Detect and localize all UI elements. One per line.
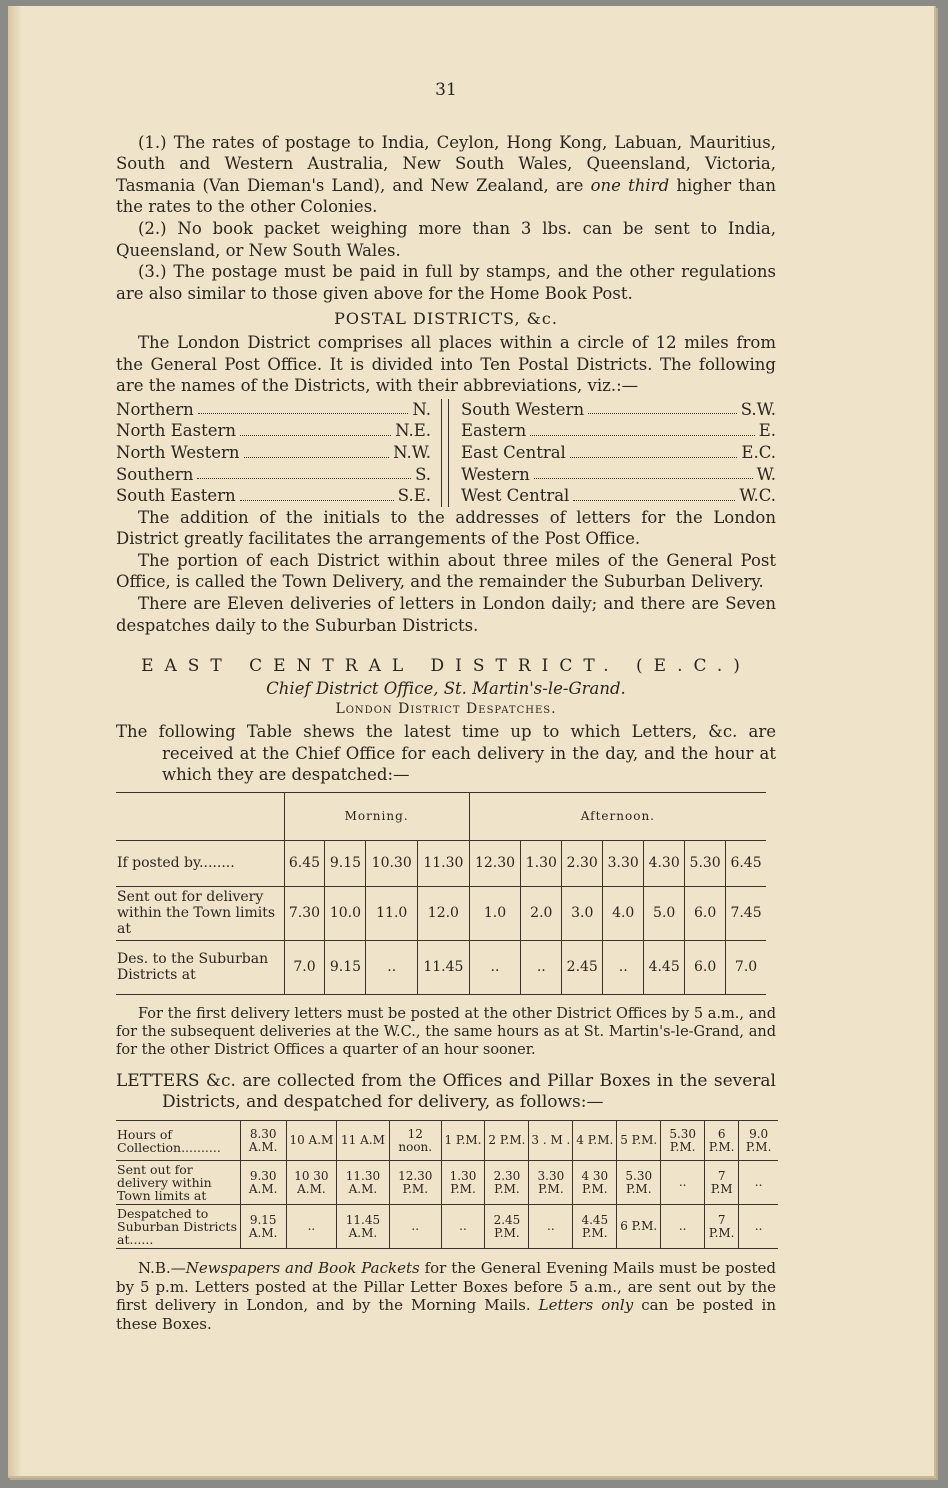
table-cell: 7.0 <box>726 940 766 994</box>
row-label: If posted by........ <box>116 840 284 886</box>
table-cell: 4.45 <box>644 940 685 994</box>
table-cell: 7.45 <box>726 886 766 940</box>
table-cell: 9.15 <box>325 840 366 886</box>
table-cell: 5 P.M. <box>617 1121 661 1161</box>
table-cell: 2 P.M. <box>485 1121 529 1161</box>
table-cell: 5.30 <box>685 840 726 886</box>
table-cell: 2.30 <box>562 840 603 886</box>
table-cell: 2.45 P.M. <box>485 1205 529 1249</box>
districts-separator <box>441 399 449 507</box>
leader-dots <box>534 464 753 480</box>
table-cell: 11.45 <box>418 940 470 994</box>
table-row <box>116 1205 778 1249</box>
table-row <box>116 1121 778 1161</box>
table-cell: 8.30 A.M. <box>240 1121 286 1161</box>
district-name: North Western <box>116 442 240 462</box>
districts-left-column <box>116 399 431 507</box>
table-cell: 1.30 <box>521 840 562 886</box>
row-label: Despatched to Suburban Districts at...... <box>116 1205 240 1249</box>
leader-dots <box>573 485 735 501</box>
ec-heading: EAST CENTRAL DISTRICT. (E.C.) <box>141 656 751 677</box>
leader-dots <box>570 442 738 458</box>
leader-dots <box>244 442 390 458</box>
row-label: Hours of Collection.......... <box>116 1121 240 1161</box>
table-cell: 11.0 <box>366 886 418 940</box>
ec-subheading-2: London District Despatches. <box>335 701 557 718</box>
district-entry <box>116 442 431 464</box>
row-label: Sent out for delivery within the Town limits at <box>116 886 284 940</box>
table-cell: 3.30 P.M. <box>529 1161 573 1205</box>
table-cell: 9.15 A.M. <box>240 1205 286 1249</box>
postal-p3: The portion of each District within about three miles of the General Post Office, is called the Town Delivery, and the remainder the Suburban Delivery. <box>116 550 776 592</box>
paragraph-rates: (1.) The rates of postage to India, Ceylon, Hong Kong, Labuan, Mauritius, South and Western Australia, New South Wales, Queensland, Victoria, Tasmania (Van Dieman's Land), and New Zealand, are one third higher than the rates to the other Colonies. <box>116 132 777 217</box>
table-cell: 3.30 <box>603 840 644 886</box>
table-cell: .. <box>389 1205 441 1249</box>
table-cell: 3.0 <box>562 886 603 940</box>
table-cell: 7 P.M. <box>705 1205 739 1249</box>
letters-intro: LETTERS &c. are collected from the Offices and Pillar Boxes in the several Districts, and despatched for delivery, as follows:— <box>116 1070 776 1113</box>
table-cell: 4.0 <box>603 886 644 940</box>
table-cell: 10 30 A.M. <box>286 1161 336 1205</box>
table-cell: .. <box>661 1161 705 1205</box>
table-cell: 6 P.M. <box>617 1205 661 1249</box>
table-cell: 6.0 <box>685 940 726 994</box>
district-name: East Central <box>460 442 566 462</box>
table-cell: 12.30 P.M. <box>389 1161 441 1205</box>
postal-intro: The London District comprises all places within a circle of 12 miles from the General Post Office. It is divided into Ten Postal Districts. The following are the names of the Districts, with their abbreviations, viz.:— <box>116 332 776 396</box>
table-cell: 3 . M . <box>529 1121 573 1161</box>
leader-dots <box>198 399 409 415</box>
page-content <box>116 80 776 1333</box>
district-name: Northern <box>116 399 194 419</box>
leader-dots <box>197 464 411 480</box>
districts-list <box>116 399 776 507</box>
collection-table <box>116 1120 778 1249</box>
book-page <box>8 6 936 1478</box>
district-name: Eastern <box>460 421 527 441</box>
table-cell: .. <box>661 1205 705 1249</box>
nb-note: N.B.—Newspapers and Book Packets for the General Evening Mails must be posted by 5 p.m. Letters posted at the Pillar Letter Boxes before 5 a.m., are sent out by the first delivery in London, and by the Morning Mails. Letters only can be posted in these Boxes. <box>116 1259 777 1333</box>
table-cell: 11.30 A.M. <box>336 1161 389 1205</box>
table-cell: 4.45 P.M. <box>573 1205 617 1249</box>
table-cell: 6.45 <box>284 840 325 886</box>
district-name: Western <box>460 464 530 484</box>
district-abbreviation: S.W. <box>740 399 776 419</box>
table-cell: 7.30 <box>284 886 325 940</box>
table-cell: .. <box>739 1205 778 1249</box>
row-label: Sent out for delivery within Town limits at <box>116 1161 240 1205</box>
table-cell: 7 P.M <box>705 1161 739 1205</box>
row-label: Des. to the Suburban Districts at <box>116 940 284 994</box>
district-name: North Eastern <box>116 421 237 441</box>
district-abbreviation: E.C. <box>741 442 776 462</box>
postal-p4: There are Eleven deliveries of letters in London daily; and there are Seven despatches daily to the Suburban Districts. <box>116 594 776 635</box>
district-name: West Central <box>460 486 570 506</box>
table-cell: 6.0 <box>685 886 726 940</box>
table-cell: 9.0 P.M. <box>739 1121 778 1161</box>
table-cell: .. <box>441 1205 485 1249</box>
table-row <box>116 886 766 940</box>
table-cell: .. <box>366 940 418 994</box>
table-row <box>116 1161 778 1205</box>
table-cell: 12.0 <box>418 886 470 940</box>
district-abbreviation: N.E. <box>395 421 432 441</box>
district-abbreviation: N. <box>412 399 432 419</box>
table-cell: 11 A.M <box>336 1121 389 1161</box>
table-cell: 1.30 P.M. <box>441 1161 485 1205</box>
district-entry <box>116 464 431 486</box>
district-abbreviation: S. <box>415 464 432 484</box>
table-cell: .. <box>529 1205 573 1249</box>
district-name: Southern <box>116 464 194 484</box>
morning-header: Morning. <box>284 792 469 840</box>
table-cell: 5.0 <box>644 886 685 940</box>
table-cell: 5.30 P.M. <box>617 1161 661 1205</box>
table-cell: 12 noon. <box>389 1121 441 1161</box>
district-entry <box>461 442 776 464</box>
district-entry <box>461 464 776 486</box>
district-entry <box>461 399 776 421</box>
district-name: South Eastern <box>116 486 236 506</box>
district-entry <box>116 399 431 421</box>
table-cell: 4.30 <box>644 840 685 886</box>
table-row <box>116 940 766 994</box>
district-entry <box>116 485 431 507</box>
table-cell: .. <box>469 940 521 994</box>
table-cell: 1 P.M. <box>441 1121 485 1161</box>
table-cell: 9.30 A.M. <box>240 1161 286 1205</box>
table-cell: 11.30 <box>418 840 470 886</box>
district-abbreviation: E. <box>758 421 776 441</box>
district-entry <box>461 420 776 442</box>
table-cell: 5.30 P.M. <box>661 1121 705 1161</box>
leader-dots <box>240 420 391 436</box>
table-cell: 2.0 <box>521 886 562 940</box>
leader-dots <box>588 399 737 415</box>
page-number: 31 <box>435 80 457 100</box>
table-cell: .. <box>739 1161 778 1205</box>
ec-intro: The following Table shews the latest time up to which Letters, &c. are received at the Chief Office for each delivery in the day, and the hour at which they are despatched:— <box>116 722 776 785</box>
district-abbreviation: N.W. <box>393 442 432 462</box>
table-cell: 2.45 <box>562 940 603 994</box>
table-cell: 2.30 P.M. <box>485 1161 529 1205</box>
leader-dots <box>240 485 394 501</box>
table-cell: 7.0 <box>284 940 325 994</box>
table-cell: 6 P.M. <box>705 1121 739 1161</box>
table-cell: 10 A.M <box>286 1121 336 1161</box>
district-entry <box>116 420 431 442</box>
page-binding-shadow <box>8 6 22 1476</box>
table-cell: 12.30 <box>469 840 521 886</box>
district-name: South Western <box>460 399 585 419</box>
table-cell: 10.0 <box>325 886 366 940</box>
table-note: For the first delivery letters must be posted at the other District Offices by 5 a.m., and for the subsequent deliveries at the W.C., the same hours as at St. Martin's-le-Grand, and for the other District Offices a quarter of an hour sooner. <box>116 1005 776 1058</box>
table-cell: 1.0 <box>469 886 521 940</box>
district-abbreviation: S.E. <box>397 486 432 506</box>
postal-districts-heading: POSTAL DISTRICTS, &c. <box>334 309 558 329</box>
table-cell: .. <box>603 940 644 994</box>
table-cell: 4 30 P.M. <box>573 1161 617 1205</box>
table-cell: 10.30 <box>366 840 418 886</box>
table-cell: 6.45 <box>726 840 766 886</box>
district-abbreviation: W. <box>756 464 776 484</box>
table-cell: .. <box>286 1205 336 1249</box>
table-cell: .. <box>521 940 562 994</box>
ec-subheading: Chief District Office, St. Martin's-le-Grand. <box>266 678 626 698</box>
paragraph-book-packet: (2.) No book packet weighing more than 3 lbs. can be sent to India, Queensland, or New South Wales. <box>116 218 776 260</box>
afternoon-header: Afternoon. <box>469 792 766 840</box>
table-cell: 11.45 A.M. <box>336 1205 389 1249</box>
districts-right-column <box>461 399 776 507</box>
despatch-table <box>116 792 766 995</box>
district-entry <box>461 485 776 507</box>
district-abbreviation: W.C. <box>739 486 776 506</box>
paragraph-postage-stamps: (3.) The postage must be paid in full by stamps, and the other regulations are also similar to those given above for the Home Book Post. <box>116 262 776 303</box>
leader-dots <box>530 420 754 436</box>
postal-p2: The addition of the initials to the addresses of letters for the London District greatly facilitates the arrangements of the Post Office. <box>116 507 776 549</box>
table-cell: 9.15 <box>325 940 366 994</box>
table-header-row <box>116 792 766 840</box>
table-row <box>116 840 766 886</box>
table-cell: 4 P.M. <box>573 1121 617 1161</box>
